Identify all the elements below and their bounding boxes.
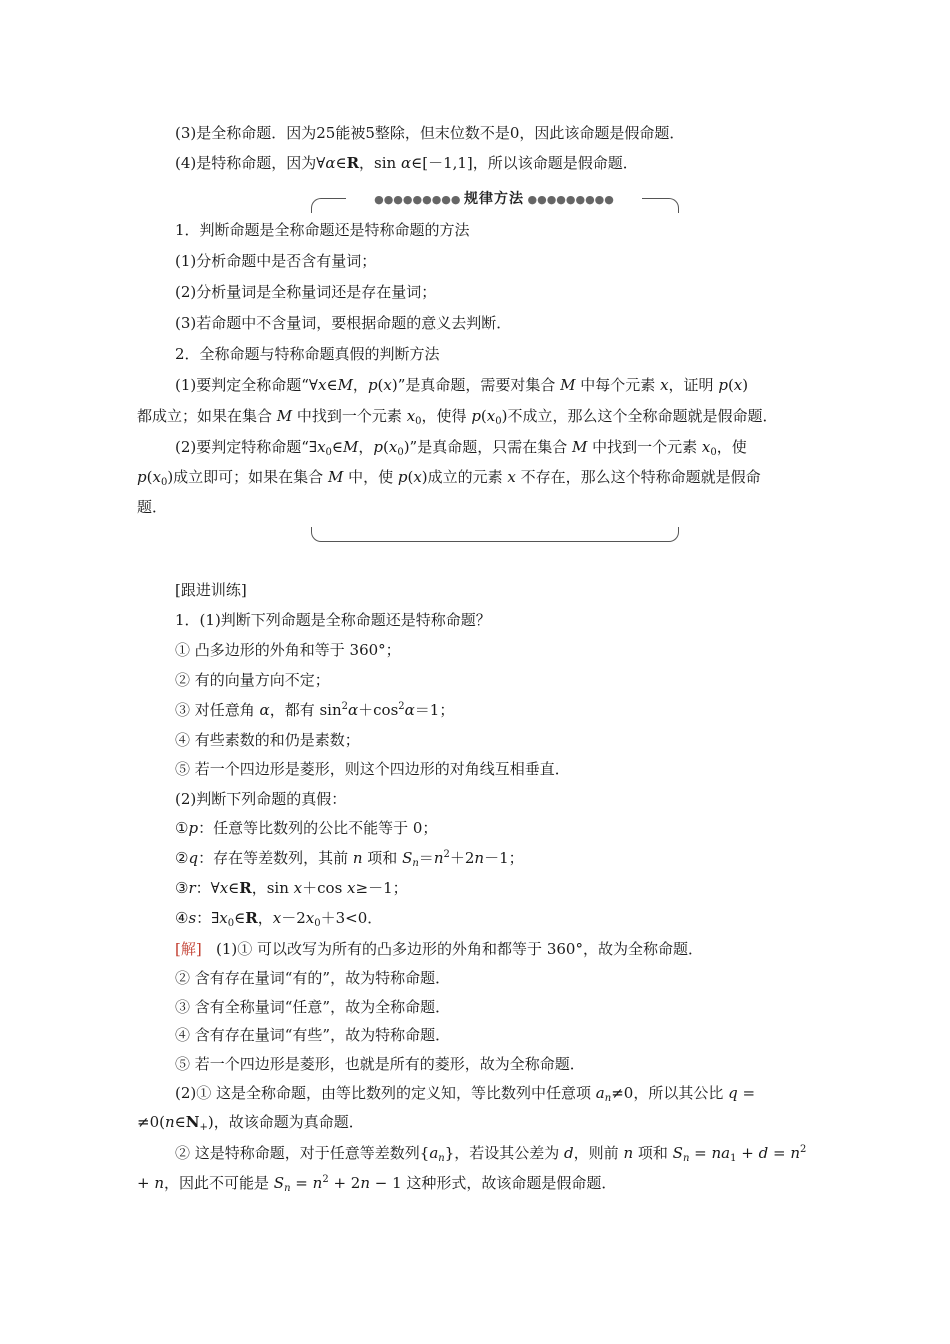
solution-5: ⑤ 若一个四边形是菱形，也就是所有的菱形，故为全称命题． xyxy=(175,1055,585,1073)
method-box-bottom xyxy=(311,527,679,542)
practice-c4: ④ 有些素数的和仍是素数； xyxy=(175,731,360,749)
answer-4: (4)是特称命题，因为∀α∈R，sin α∈[－1,1]，所以该命题是假命题． xyxy=(175,154,638,172)
method-box-title: ●●●●●●●●● 规律方法 ●●●●●●●●● xyxy=(346,188,642,208)
solution-3: ③ 含有全称量词“任意”，故为全称命题． xyxy=(175,998,451,1016)
solution-p-line1: (2)① 这是全称命题，由等比数列的定义知，等比数列中任意项 $a_n\ne 0$，所以其公比 q = xyxy=(175,1084,756,1104)
method-heading-1: 1．判断命题是全称命题还是特称命题的方法 xyxy=(175,221,470,239)
method-para-1-line1: (1)要判定全称命题“∀x∈M，p(x)”是真命题，需要对集合 M 中每个元素 x，证明 p(x) xyxy=(175,376,749,394)
answer-3: (3)是全称命题．因为25能被5整除，但末位数不是0，因此该命题是假命题． xyxy=(175,124,685,142)
method-para-2-line2: $p(x_0)$成立即可；如果在集合 M 中，使 p(x)成立的元素 x 不存在，那么这个特称命题就是假命 xyxy=(137,468,761,488)
practice-tag: [跟进训练] xyxy=(175,581,247,599)
solution-1: [解] (1)① 可以改写为所有的凸多边形的外角和都等于 360°，故为全称命题． xyxy=(175,940,703,958)
practice-p: ①p：任意等比数列的公比不能等于 0； xyxy=(175,819,438,837)
solution-2: ② 含有存在量词“有的”，故为特称命题． xyxy=(175,969,451,987)
practice-r: ③r：∀x∈R，sin x＋cos x≥－1； xyxy=(175,879,408,897)
method-para-2-line1: (2)要判定特称命题“$\exists x_0\in M$，$p(x_0)$”是真命题，只需在集合 M 中找到一个元素 $x_0$，使 xyxy=(175,438,747,458)
practice-c5: ⑤ 若一个四边形是菱形，则这个四边形的对角线互相垂直． xyxy=(175,760,570,778)
method-para-2-line3: 题． xyxy=(137,498,168,516)
solution-p-line2: $\ne 0(n\in N_+)$，故该命题为真命题． xyxy=(137,1113,364,1133)
method-step-1: (1)分析命题中是否含有量词； xyxy=(175,252,377,270)
solution-q-line1: ② 这是特称命题，对于任意等差数列$\{a_n\}$，若设其公差为 d，则前 n 项和 $S_n = na_1 + d = n^2$ xyxy=(175,1144,807,1164)
solution-4: ④ 含有存在量词“有些”，故为特称命题． xyxy=(175,1026,451,1044)
method-para-1-line2: 都成立；如果在集合 M 中找到一个元素 $x_0$，使得 $p(x_0)$不成立，那么这个全称命题就是假命题． xyxy=(137,407,778,427)
practice-q1: 1．(1)判断下列命题是全称命题还是特称命题？ xyxy=(175,611,491,629)
method-step-3: (3)若命题中不含量词，要根据命题的意义去判断． xyxy=(175,314,512,332)
practice-c1: ① 凸多边形的外角和等于 360°； xyxy=(175,641,401,659)
practice-s: ④s：$\exists x_0\in R$，$x-2x_0+3<0$． xyxy=(175,909,383,929)
practice-c3: ③ 对任意角 α，都有 $\sin^2\alpha+\cos^2\alpha=1$； xyxy=(175,701,455,719)
practice-q: ②q：存在等差数列，其前 n 项和 $S_n=n^2+2n-1$； xyxy=(175,849,524,869)
method-heading-2: 2．全称命题与特称命题真假的判断方法 xyxy=(175,345,440,363)
solution-label: [解] xyxy=(175,940,202,958)
method-step-2: (2)分析量词是全称量词还是存在量词； xyxy=(175,283,437,301)
solution-q-line2: + n，因此不可能是 $S_n = n^2 + 2n - 1$ 这种形式，故该命题是假命题． xyxy=(137,1174,617,1194)
practice-c2: ② 有的向量方向不定； xyxy=(175,671,330,689)
practice-q2: (2)判断下列命题的真假： xyxy=(175,790,347,808)
